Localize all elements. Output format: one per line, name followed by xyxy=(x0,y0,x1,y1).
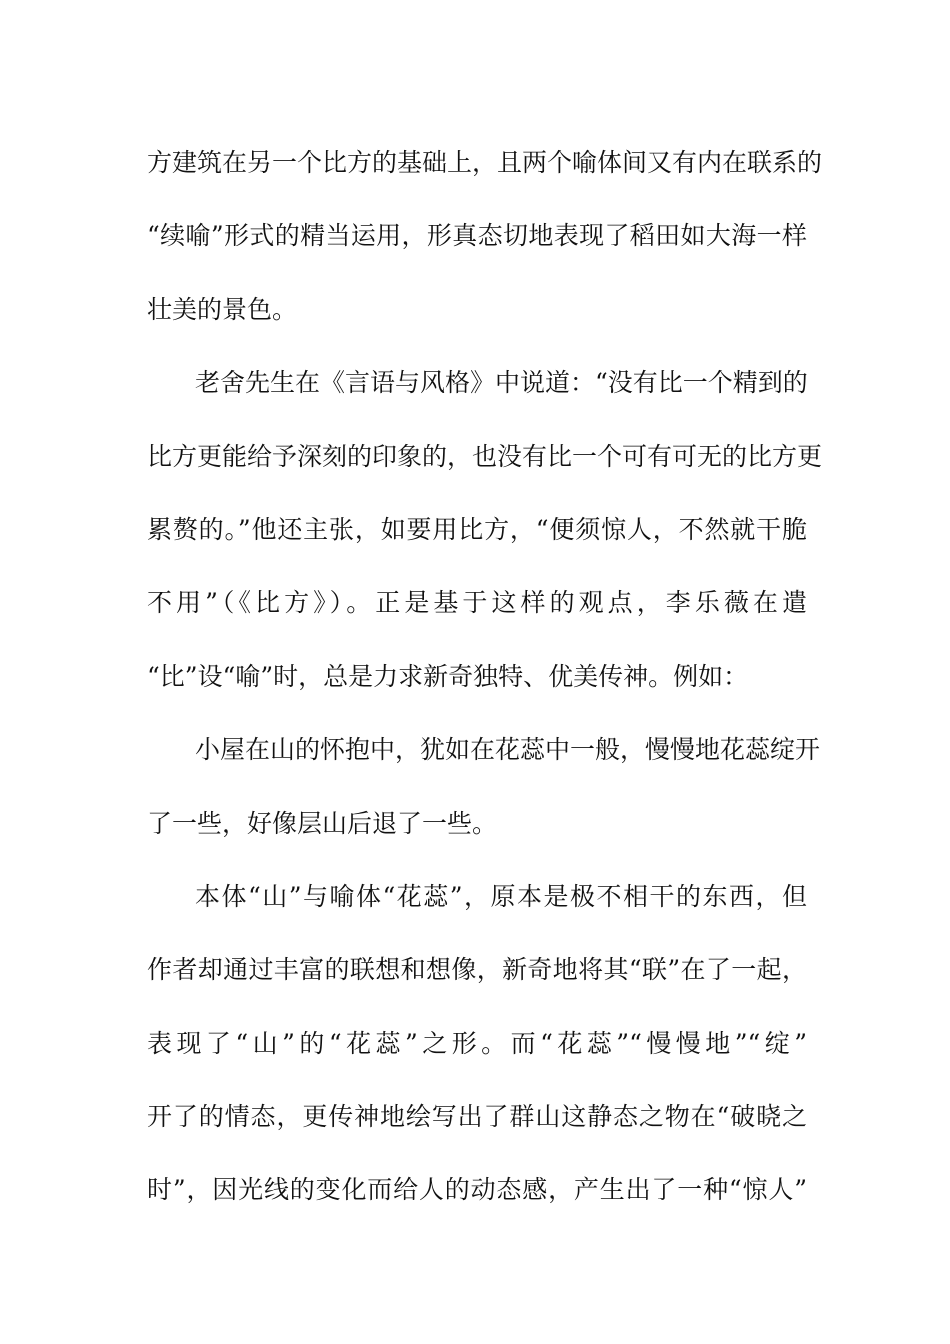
text-line: 表现了“山”的“花蕊”之形。而“花蕊”“慢慢地”“绽” xyxy=(147,1028,807,1058)
text-line: 方建筑在另一个比方的基础上，且两个喻体间又有内在联系的 xyxy=(147,148,823,177)
text-line: 老舍先生在《言语与风格》中说道：“没有比一个精到的 xyxy=(195,368,808,398)
text-line: 时”，因光线的变化而给人的动态感，产生出了一种“惊人” xyxy=(147,1175,807,1205)
text-line: 比方更能给予深刻的印象的，也没有比一个可有可无的比方更 xyxy=(147,441,823,471)
text-line: 不用”（《比方》）。正是基于这样的观点，李乐薇在遣 xyxy=(147,588,807,618)
text-line: “续喻”形式的精当运用，形真态切地表现了稻田如大海一样 xyxy=(147,221,807,251)
text-line: 了一些，好像层山后退了一些。 xyxy=(147,808,498,838)
text-line: 壮美的景色。 xyxy=(147,294,298,324)
text-line: 累赘的。”他还主张，如要用比方，“便须惊人，不然就干脆 xyxy=(147,514,807,544)
body-text xyxy=(147,126,823,1227)
text-line: 作者却通过丰富的联想和想像，新奇地将其“联”在了一起， xyxy=(147,955,807,985)
text-line: 本体“山”与喻体“花蕊”，原本是极不相干的东西，但 xyxy=(195,881,807,911)
text-line: 开了的情态，更传神地绘写出了群山这静态之物在“破晓之 xyxy=(147,1102,807,1132)
text-line: 小屋在山的怀抱中，犹如在花蕊中一般，慢慢地花蕊绽开 xyxy=(195,735,821,765)
text-line: “比”设“喻”时，总是力求新奇独特、优美传神。例如： xyxy=(147,661,749,691)
